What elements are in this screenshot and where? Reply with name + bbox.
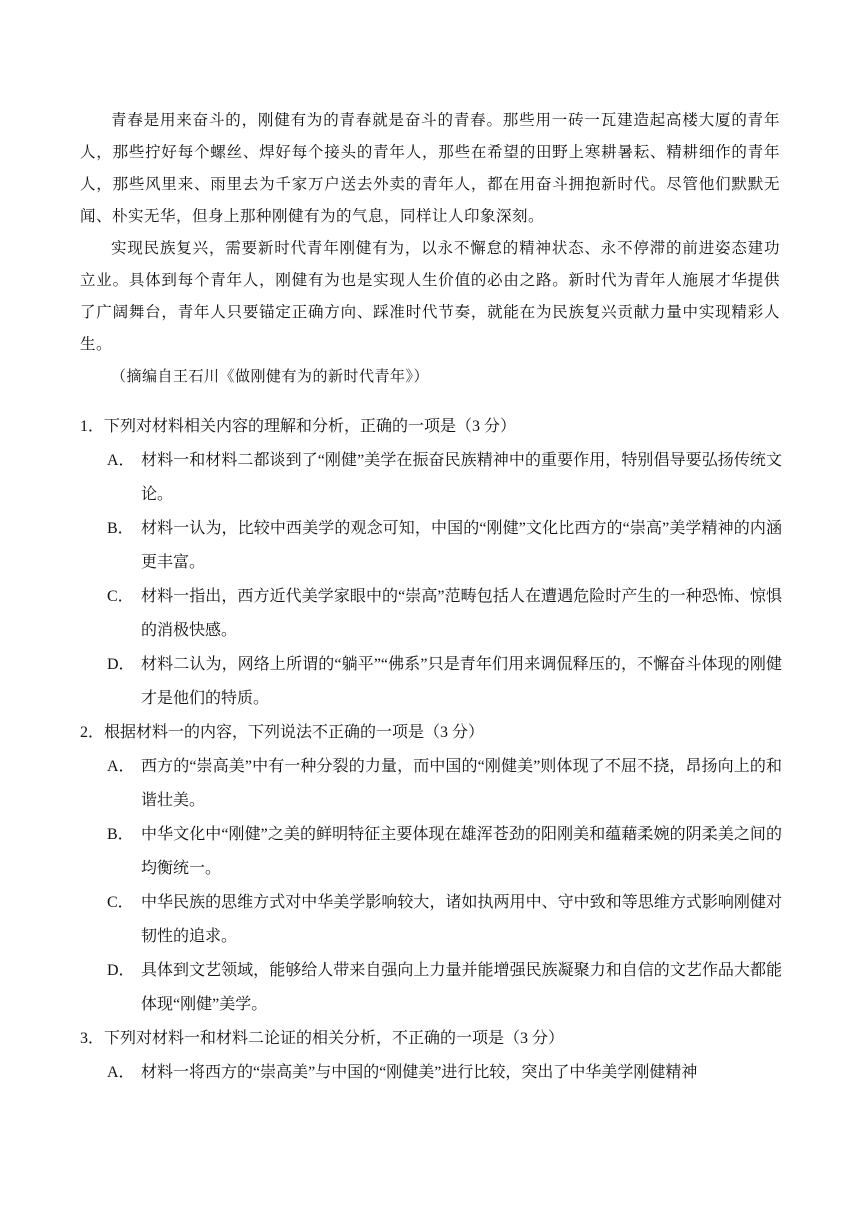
option-text: 材料一将西方的“崇高美”与中国的“刚健美”进行比较，突出了中华美学刚健精神 (141, 1064, 698, 1081)
option-text: 中华民族的思维方式对中华美学影响较大，诸如执两用中、守中致和等思维方式影响刚健对韧性的追求。 (141, 894, 782, 945)
option-a (80, 750, 782, 818)
option-b (80, 512, 782, 580)
question-1 (80, 410, 782, 716)
passage-paragraph: 青春是用来奋斗的，刚健有为的青春就是奋斗的青春。那些用一砖一瓦建造起高楼大厦的青年人，那些拧好每个螺丝、焊好每个接头的青年人，那些在希望的田野上寒耕暑耘、精耕细作的青年人，那些风里来、雨里去为千家万户送去外卖的青年人，都在用奋斗拥抱新时代。尽管他们默默无闻、朴实无华，但身上那种刚健有为的气息，同样让人印象深刻。 (80, 111, 780, 225)
question-number: 1． (80, 418, 105, 435)
question-stem (80, 716, 782, 750)
question-stem (80, 1022, 782, 1056)
option-letter: B． (107, 520, 134, 537)
question-text: 根据材料一的内容，下列说法不正确的一项是（3 分） (104, 724, 485, 741)
option-a (80, 444, 782, 512)
question-stem (80, 410, 782, 444)
option-text: 中华文化中“刚健”之美的鲜明特征主要体现在雄浑苍劲的阳刚美和蕴藉柔婉的阴柔美之间的均衡统一。 (141, 826, 782, 877)
option-b (80, 818, 782, 886)
question-text: 下列对材料一和材料二论证的相关分析，不正确的一项是（3 分） (104, 1030, 565, 1047)
option-letter: A． (107, 452, 135, 469)
question-list (80, 410, 782, 1090)
question-text: 下列对材料相关内容的理解和分析，正确的一项是（3 分） (104, 418, 517, 435)
option-text: 材料一和材料二都谈到了“刚健”美学在振奋民族精神中的重要作用，特别倡导要弘扬传统文论。 (141, 452, 782, 503)
option-a (80, 1056, 782, 1090)
option-letter: C． (107, 894, 134, 911)
question-3 (80, 1022, 782, 1090)
option-letter: D． (107, 656, 135, 673)
question-number: 3． (80, 1030, 105, 1047)
option-text: 材料一认为，比较中西美学的观念可知，中国的“刚健”文化比西方的“崇高”美学精神的内涵更丰富。 (141, 520, 782, 571)
option-text: 具体到文艺领域，能够给人带来自强向上力量并能增强民族凝聚力和自信的文艺作品大都能体现“刚健”美学。 (141, 962, 782, 1013)
option-d (80, 648, 782, 716)
passage (80, 104, 780, 392)
passage-citation: （摘编自王石川《做刚健有为的新时代青年》） (111, 367, 430, 385)
option-letter: C． (107, 588, 134, 605)
option-text: 西方的“崇高美”中有一种分裂的力量，而中国的“刚健美”则体现了不屈不挠，昂扬向上的和谐壮美。 (141, 758, 782, 809)
option-letter: A． (107, 758, 135, 775)
option-c (80, 580, 782, 648)
option-letter: B． (107, 826, 134, 843)
option-letter: A． (107, 1064, 135, 1081)
option-text: 材料二认为，网络上所谓的“躺平”“佛系”只是青年们用来调侃释压的，不懈奋斗体现的刚健才是他们的特质。 (141, 656, 782, 707)
option-d (80, 954, 782, 1022)
question-2 (80, 716, 782, 1022)
question-number: 2． (80, 724, 105, 741)
passage-paragraph: 实现民族复兴，需要新时代青年刚健有为，以永不懈怠的精神状态、永不停滞的前进姿态建功立业。具体到每个青年人，刚健有为也是实现人生价值的必由之路。新时代为青年人施展才华提供了广阔舞台，青年人只要锚定正确方向、踩准时代节奏，就能在为民族复兴贡献力量中实现精彩人生。 (80, 239, 780, 353)
option-text: 材料一指出，西方近代美学家眼中的“崇高”范畴包括人在遭遇危险时产生的一种恐怖、惊惧的消极快感。 (141, 588, 782, 639)
option-letter: D． (107, 962, 135, 979)
option-c (80, 886, 782, 954)
